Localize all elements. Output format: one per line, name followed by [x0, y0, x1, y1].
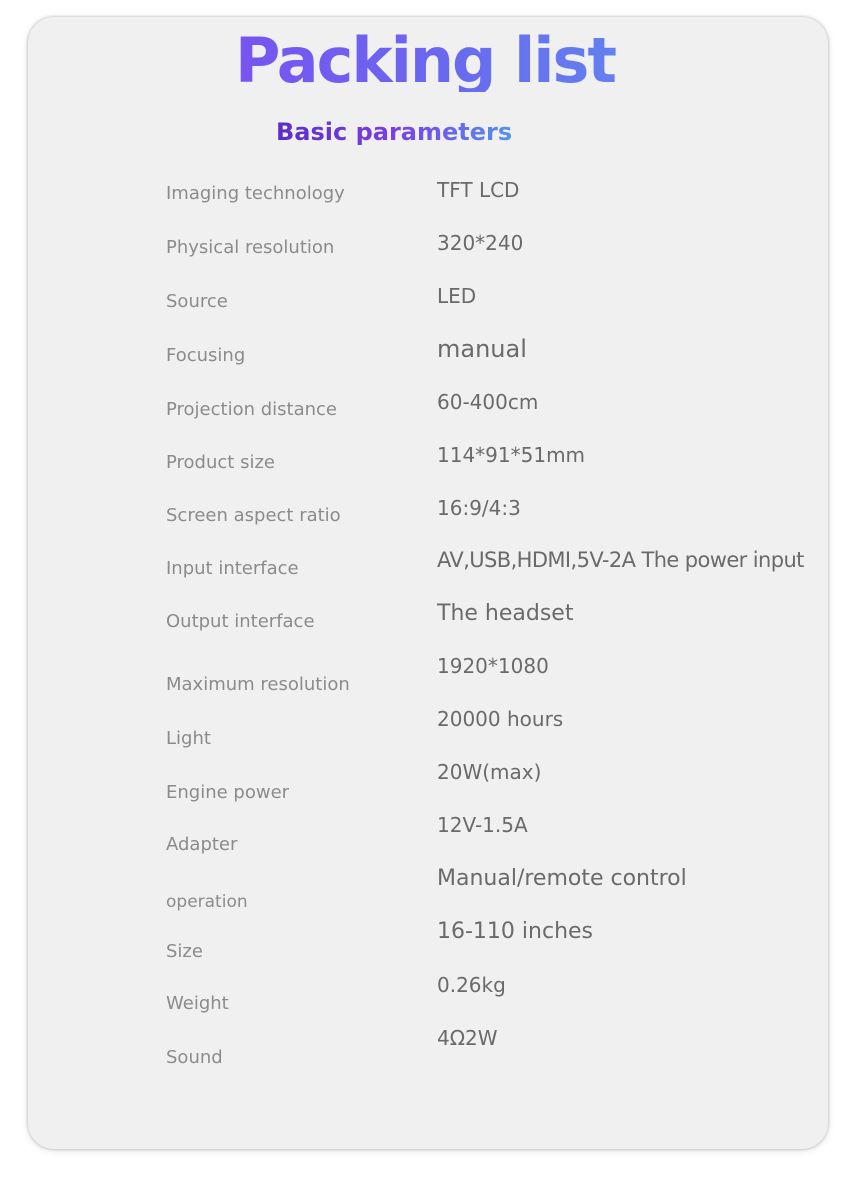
spec-value: 16:9/4:3	[437, 496, 521, 520]
spec-value: 12V-1.5A	[437, 813, 528, 837]
spec-value: LED	[437, 284, 477, 308]
spec-label: Source	[166, 291, 228, 312]
spec-label: Screen aspect ratio	[166, 505, 341, 526]
spec-label: Maximum resolution	[166, 674, 350, 695]
spec-value: The headset	[437, 601, 574, 626]
spec-label: Output interface	[166, 611, 315, 632]
spec-value: 320*240	[437, 231, 524, 255]
spec-label: Projection distance	[166, 399, 337, 420]
spec-card	[28, 17, 828, 1149]
spec-value: TFT LCD	[437, 178, 520, 202]
spec-value: 114*91*51mm	[437, 443, 586, 467]
section-subtitle: Basic parameters	[276, 118, 542, 147]
spec-value: 20W(max)	[437, 760, 542, 784]
spec-label: Light	[166, 728, 211, 749]
spec-label: Adapter	[166, 834, 238, 855]
spec-value: AV,USB,HDMI,5V-2A The power input	[437, 548, 804, 572]
spec-label: Imaging technology	[166, 183, 345, 204]
spec-label: Engine power	[166, 782, 290, 803]
spec-value: 0.26kg	[437, 973, 506, 997]
spec-label: Product size	[166, 452, 275, 473]
spec-value: 1920*1080	[437, 654, 549, 678]
spec-label: Focusing	[166, 345, 246, 366]
spec-label: Sound	[166, 1047, 223, 1068]
spec-label: Physical resolution	[166, 237, 335, 258]
spec-value: 4Ω2W	[437, 1026, 498, 1050]
spec-label: Size	[166, 941, 203, 962]
spec-label: operation	[166, 892, 248, 912]
spec-value: Manual/remote control	[437, 866, 687, 891]
spec-value: 20000 hours	[437, 707, 564, 731]
spec-value: 16-110 inches	[437, 919, 594, 944]
spec-value: 60-400cm	[437, 390, 539, 414]
spec-value: manual	[437, 335, 527, 363]
spec-label: Weight	[166, 993, 229, 1014]
spec-label: Input interface	[166, 558, 299, 579]
page-title: Packing list	[0, 30, 850, 92]
